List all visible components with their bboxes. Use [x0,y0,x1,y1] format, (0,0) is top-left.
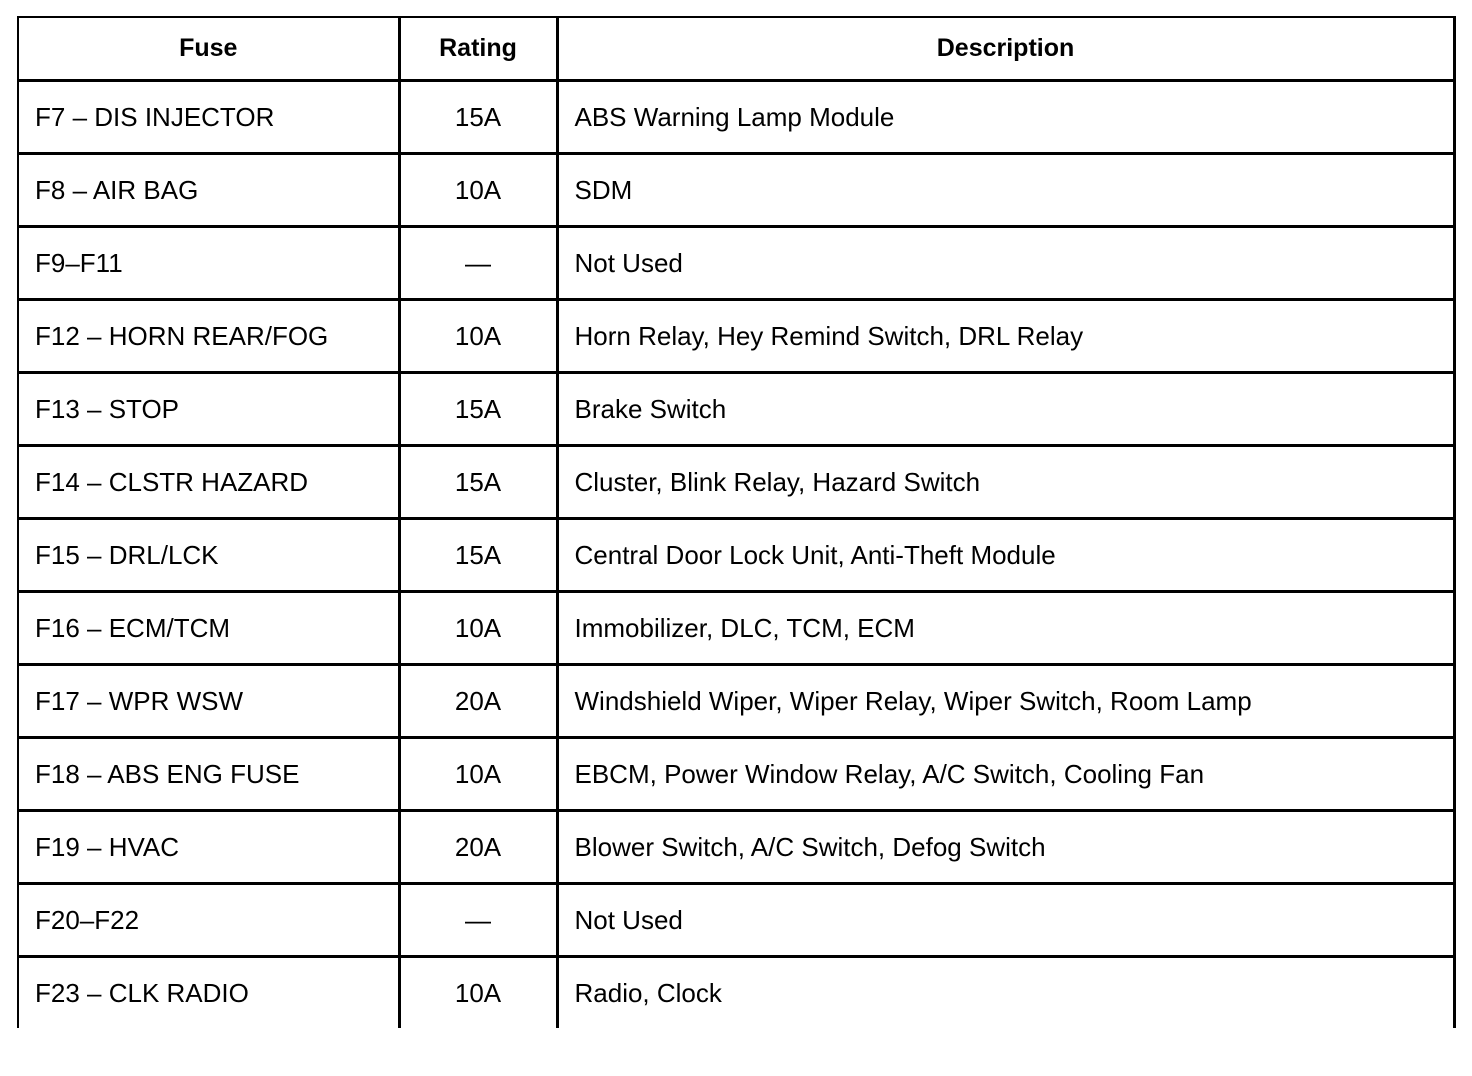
rating-cell: 10A [399,957,557,1029]
table-header-row [18,17,1454,81]
fuse-cell: F19 – HVAC [18,811,399,884]
description-cell: Brake Switch [557,373,1454,446]
fuse-cell: F15 – DRL/LCK [18,519,399,592]
description-cell: Windshield Wiper, Wiper Relay, Wiper Switch, Room Lamp [557,665,1454,738]
fuse-cell: F9–F11 [18,227,399,300]
table-row [18,373,1454,446]
rating-cell: 20A [399,811,557,884]
fuse-cell: F8 – AIR BAG [18,154,399,227]
table-row [18,738,1454,811]
table-row [18,519,1454,592]
fuse-table [17,16,1456,1028]
table-row [18,154,1454,227]
table-row [18,446,1454,519]
rating-cell: 10A [399,300,557,373]
rating-cell: 10A [399,154,557,227]
description-cell: SDM [557,154,1454,227]
table-row [18,300,1454,373]
rating-cell: 10A [399,592,557,665]
fuse-cell: F18 – ABS ENG FUSE [18,738,399,811]
description-cell: Blower Switch, A/C Switch, Defog Switch [557,811,1454,884]
fuse-cell: F7 – DIS INJECTOR [18,81,399,154]
column-header-rating: Rating [399,17,557,81]
table-row [18,811,1454,884]
rating-cell: 15A [399,446,557,519]
table-row [18,227,1454,300]
description-cell: Horn Relay, Hey Remind Switch, DRL Relay [557,300,1454,373]
description-cell: Not Used [557,227,1454,300]
fuse-cell: F16 – ECM/TCM [18,592,399,665]
table-row [18,592,1454,665]
description-cell: Immobilizer, DLC, TCM, ECM [557,592,1454,665]
rating-cell: 15A [399,81,557,154]
rating-cell: 15A [399,373,557,446]
column-header-description: Description [557,17,1454,81]
rating-cell: 15A [399,519,557,592]
fuse-cell: F13 – STOP [18,373,399,446]
fuse-cell: F23 – CLK RADIO [18,957,399,1029]
description-cell: Central Door Lock Unit, Anti-Theft Module [557,519,1454,592]
table-row [18,884,1454,957]
description-cell: Cluster, Blink Relay, Hazard Switch [557,446,1454,519]
rating-cell: 10A [399,738,557,811]
rating-cell: 20A [399,665,557,738]
rating-cell: — [399,884,557,957]
table-row [18,81,1454,154]
fuse-cell: F20–F22 [18,884,399,957]
fuse-cell: F12 – HORN REAR/FOG [18,300,399,373]
table-row [18,957,1454,1029]
fuse-cell: F14 – CLSTR HAZARD [18,446,399,519]
description-cell: Not Used [557,884,1454,957]
column-header-fuse: Fuse [18,17,399,81]
table-row [18,665,1454,738]
description-cell: EBCM, Power Window Relay, A/C Switch, Cooling Fan [557,738,1454,811]
fuse-cell: F17 – WPR WSW [18,665,399,738]
description-cell: Radio, Clock [557,957,1454,1029]
rating-cell: — [399,227,557,300]
description-cell: ABS Warning Lamp Module [557,81,1454,154]
